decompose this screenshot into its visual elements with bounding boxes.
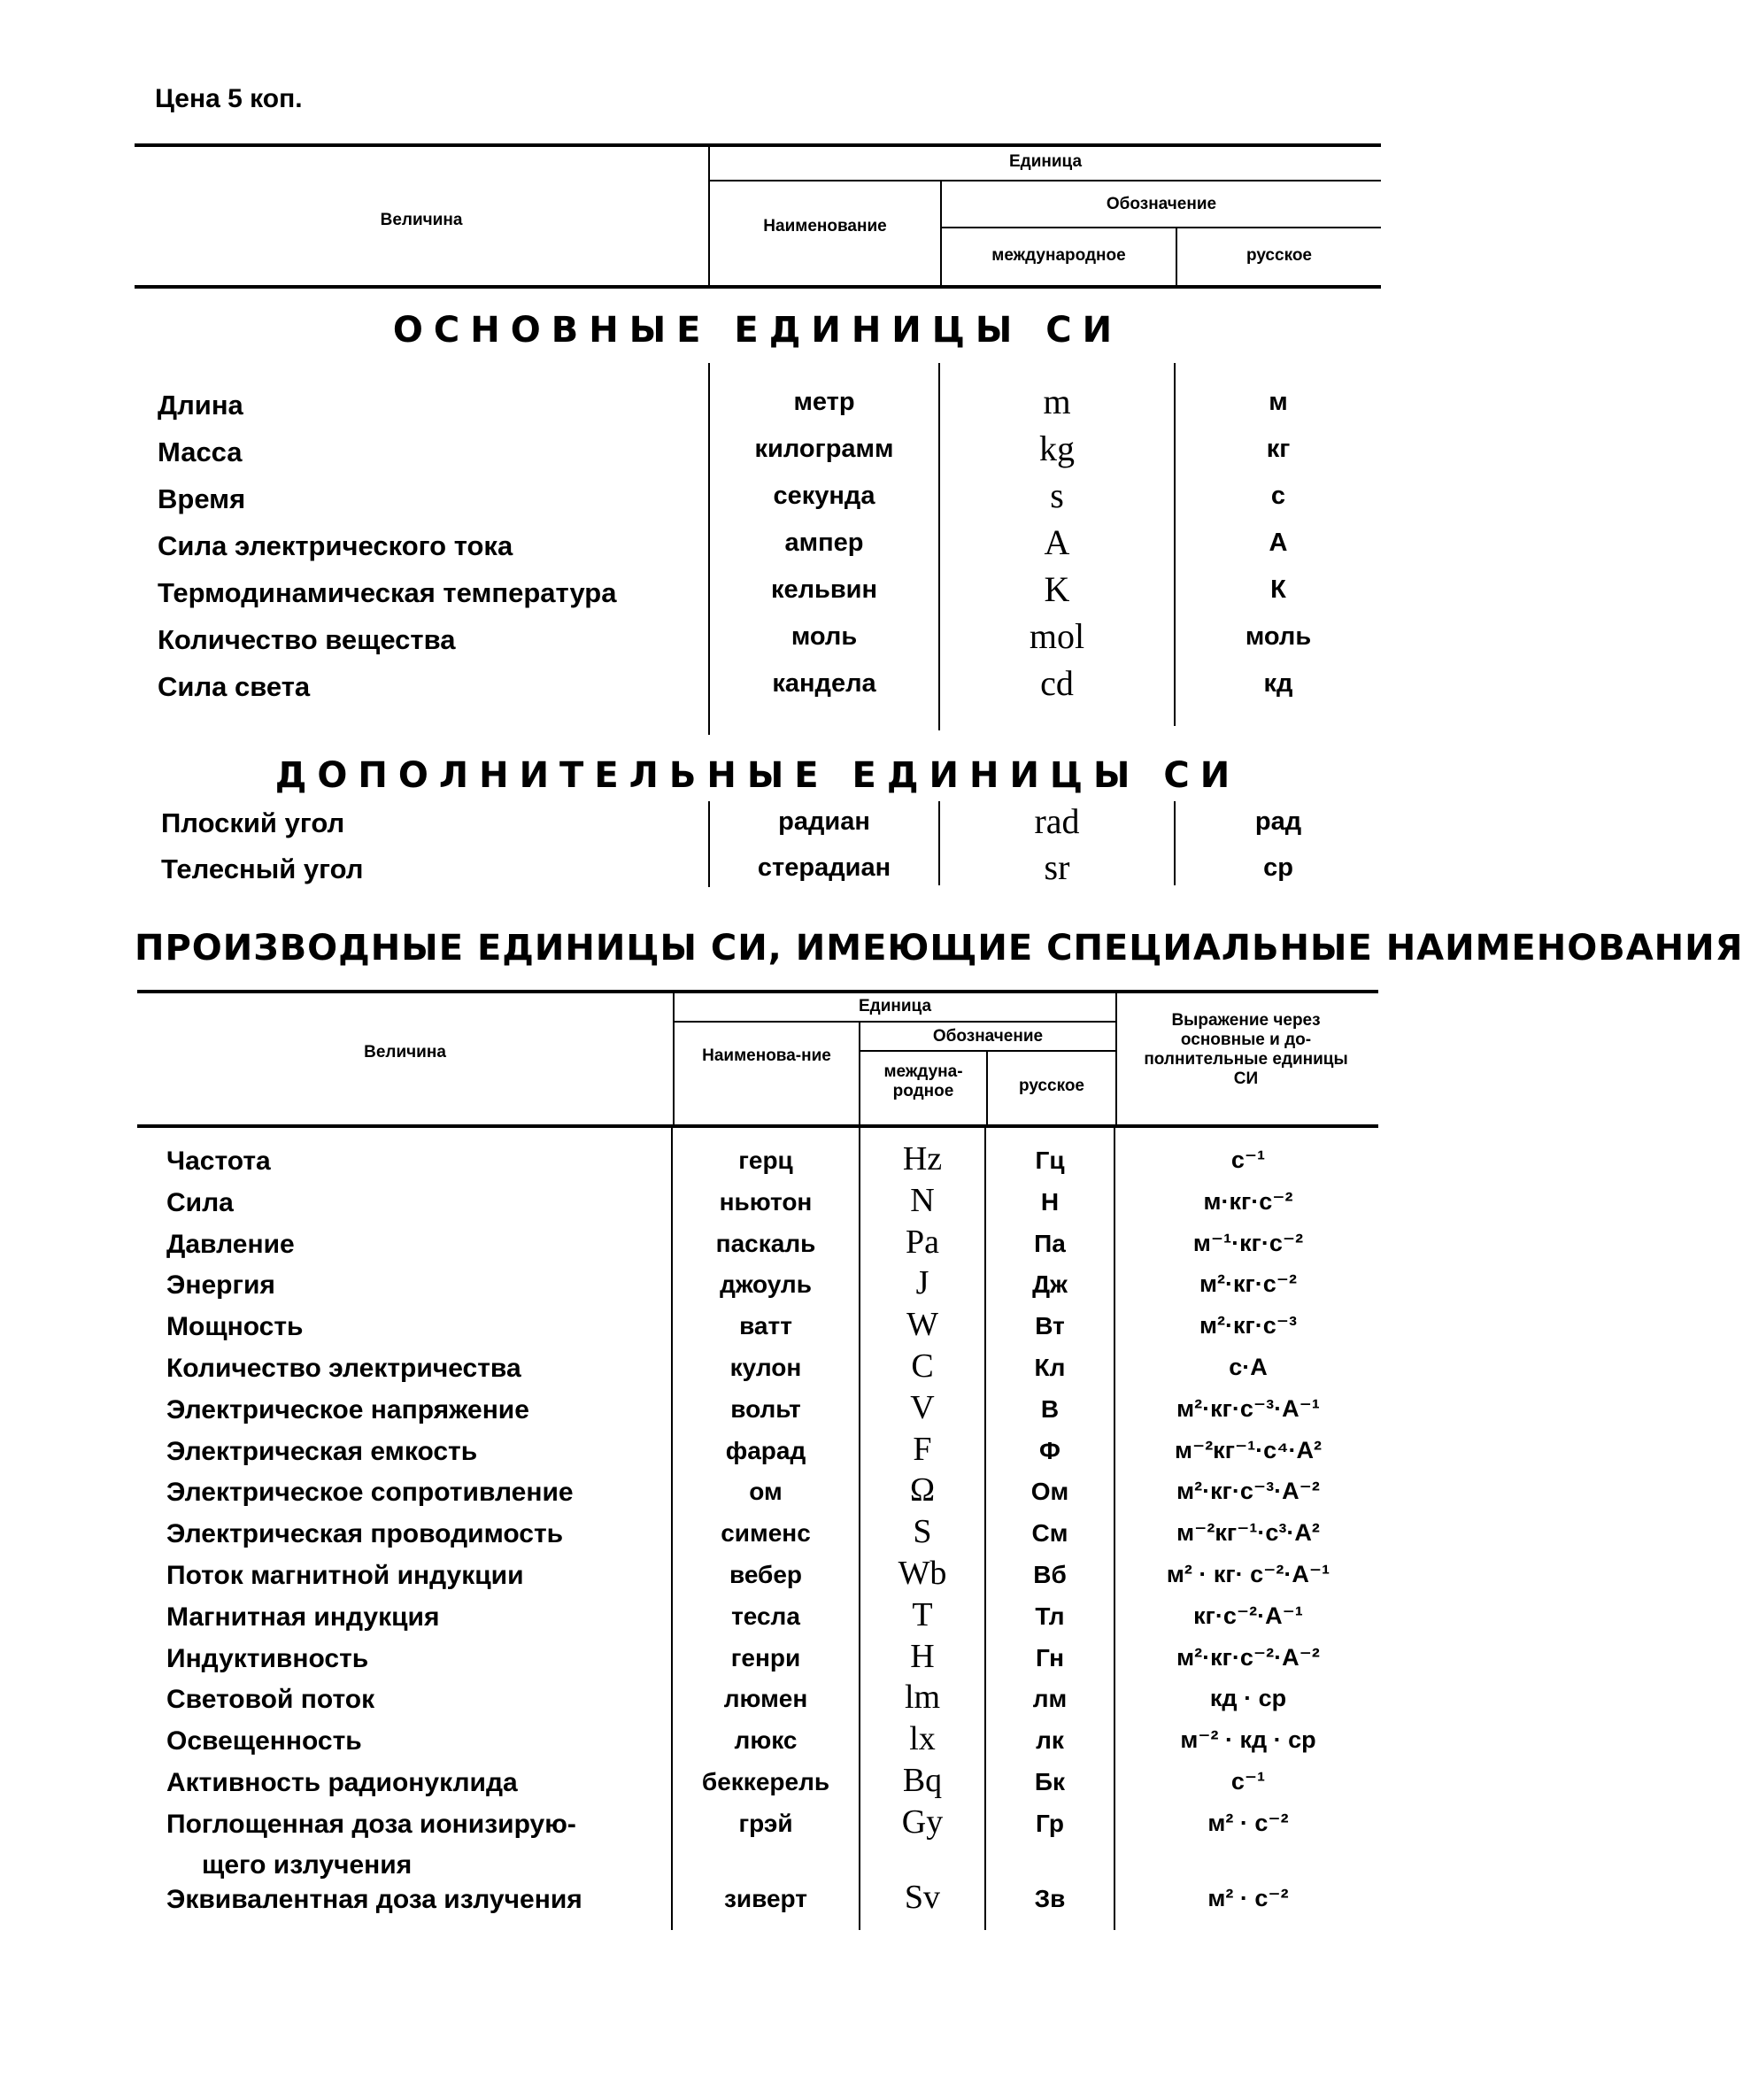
unit-name: ампер xyxy=(784,529,864,557)
unit-symbol-international: V xyxy=(910,1389,935,1426)
expression-in-base-units: с·А xyxy=(1229,1354,1268,1380)
quantity-name: Электрическое сопротивление xyxy=(166,1478,574,1507)
unit-symbol-international: Gy xyxy=(901,1803,944,1841)
unit-symbol-international: kg xyxy=(1039,428,1075,468)
unit-symbol-international: S xyxy=(913,1513,932,1550)
supplementary-units-title: ДОПОЛНИТЕЛЬНЫЕ ЕДИНИЦЫ СИ xyxy=(274,755,1241,796)
header2-international: междуна-родное xyxy=(883,1062,963,1100)
unit-name: вольт xyxy=(730,1395,801,1423)
expression-in-base-units: м² · кг· с⁻²·А⁻¹ xyxy=(1166,1561,1330,1587)
quantity-name: Телесный угол xyxy=(161,853,364,884)
unit-symbol-russian: Ф xyxy=(1039,1437,1060,1464)
unit-symbol-international: rad xyxy=(1034,801,1080,841)
unit-symbol-russian: А xyxy=(1269,529,1288,557)
quantity-name: Поглощенная доза ионизирую- xyxy=(166,1810,576,1839)
header-international: международное xyxy=(991,246,1126,265)
expression-in-base-units: кг·с⁻²·А⁻¹ xyxy=(1193,1602,1303,1629)
unit-symbol-international: cd xyxy=(1040,663,1074,703)
unit-name: джоуль xyxy=(720,1270,812,1298)
expression-in-base-units: м²·кг·с⁻²·А⁻² xyxy=(1176,1644,1320,1671)
unit-name: вебер xyxy=(729,1561,803,1588)
header2-unit: Единица xyxy=(858,997,932,1015)
table2-top-rule xyxy=(137,990,1378,993)
unit-symbol-russian: См xyxy=(1031,1519,1068,1547)
quantity-name: Эквивалентная доза излучения xyxy=(166,1885,582,1914)
unit-symbol-russian: ср xyxy=(1263,853,1293,882)
expression-in-base-units: м²·кг·с⁻³·А⁻¹ xyxy=(1176,1395,1320,1422)
unit-symbol-international: mol xyxy=(1029,616,1085,656)
unit-name: кулон xyxy=(729,1354,802,1381)
unit-symbol-international: s xyxy=(1050,475,1064,515)
unit-symbol-russian: с xyxy=(1270,482,1286,510)
unit-name: секунда xyxy=(773,482,875,510)
unit-symbol-russian: Дж xyxy=(1032,1270,1068,1298)
unit-symbol-international: lm xyxy=(904,1679,941,1716)
unit-symbol-russian: В xyxy=(1040,1395,1060,1423)
header-name: Наименование xyxy=(763,217,887,235)
quantity-name: Электрическая емкость xyxy=(166,1437,478,1466)
expression-in-base-units: кд · ср xyxy=(1209,1685,1287,1711)
unit-symbol-international: F xyxy=(913,1431,932,1468)
quantity-name: Поток магнитной индукции xyxy=(166,1561,524,1590)
header2-russian: русское xyxy=(1018,1077,1084,1095)
expression-in-base-units: м² · с⁻² xyxy=(1207,1885,1289,1911)
derived-units-title: ПРОИЗВОДНЫЕ ЕДИНИЦЫ СИ, ИМЕЮЩИЕ СПЕЦИАЛЬНЫЕ НАИМЕНОВАНИЯ xyxy=(135,928,1743,969)
unit-name: кандела xyxy=(772,669,876,698)
unit-symbol-russian: Зв xyxy=(1034,1885,1066,1912)
expression-in-base-units: м²·кг·с⁻³ xyxy=(1199,1312,1297,1339)
unit-symbol-international: sr xyxy=(1044,847,1070,887)
unit-name: ватт xyxy=(739,1312,792,1340)
unit-name: моль xyxy=(791,622,858,651)
unit-name: радиан xyxy=(778,807,870,836)
unit-symbol-russian: кг xyxy=(1266,435,1291,463)
quantity-name: Количество электричества xyxy=(166,1354,521,1383)
expression-in-base-units: м²·кг·с⁻³·А⁻² xyxy=(1176,1478,1320,1504)
unit-name: паскаль xyxy=(715,1230,816,1257)
unit-symbol-russian: Кл xyxy=(1034,1354,1066,1381)
table1-designation-rule xyxy=(940,227,1381,228)
unit-symbol-russian: К xyxy=(1270,575,1286,604)
unit-symbol-russian: Па xyxy=(1034,1230,1066,1257)
table2-header-bottom-rule xyxy=(137,1124,1378,1128)
header-unit: Единица xyxy=(1008,152,1083,171)
unit-name: ньютон xyxy=(719,1188,813,1216)
unit-symbol-international: Pa xyxy=(906,1224,939,1261)
unit-symbol-international: Sv xyxy=(904,1879,941,1916)
unit-symbol-international: N xyxy=(910,1182,935,1219)
unit-symbol-international: H xyxy=(910,1638,935,1675)
unit-symbol-russian: лк xyxy=(1036,1726,1064,1754)
header2-designation: Обозначение xyxy=(932,1027,1044,1046)
unit-name: ом xyxy=(749,1478,783,1505)
quantity-name: Электрическое напряжение xyxy=(166,1395,529,1424)
expression-in-base-units: м⁻²кг⁻¹·с⁴·А² xyxy=(1174,1437,1323,1463)
table2-unit-rule xyxy=(673,1021,1115,1023)
unit-symbol-international: C xyxy=(911,1347,934,1385)
unit-symbol-international: W xyxy=(906,1306,938,1343)
base-units-title: ОСНОВНЫЕ ЕДИНИЦЫ СИ xyxy=(392,310,1123,351)
quantity-name: Масса xyxy=(158,436,243,467)
header-russian: русское xyxy=(1246,246,1312,265)
unit-symbol-russian: Бк xyxy=(1034,1768,1066,1795)
unit-name: килограмм xyxy=(754,435,894,463)
unit-symbol-international: A xyxy=(1044,522,1070,562)
header2-expression: Выражение через основные и до-полнительные единицы СИ xyxy=(1144,1011,1348,1088)
unit-symbol-russian: рад xyxy=(1254,807,1302,836)
unit-name: метр xyxy=(793,388,855,416)
quantity-name: Активность радионуклида xyxy=(166,1768,518,1797)
unit-symbol-international: Ω xyxy=(909,1471,936,1509)
unit-symbol-russian: Вб xyxy=(1033,1561,1067,1588)
unit-name: кельвин xyxy=(770,575,878,604)
table2-header-divider xyxy=(1115,992,1117,1126)
unit-name: грэй xyxy=(738,1810,793,1837)
quantity-name: Мощность xyxy=(166,1312,304,1341)
unit-symbol-russian: м xyxy=(1269,388,1288,416)
quantity-name: Сила электрического тока xyxy=(158,530,513,561)
expression-in-base-units: м⁻¹·кг·с⁻² xyxy=(1192,1230,1304,1256)
unit-name: генри xyxy=(730,1644,801,1672)
unit-name: беккерель xyxy=(701,1768,830,1795)
price-label: Цена 5 коп. xyxy=(155,84,303,113)
header2-name: Наименова-ние xyxy=(702,1046,831,1065)
unit-name: зиверт xyxy=(724,1885,807,1912)
unit-symbol-international: J xyxy=(915,1264,929,1301)
unit-symbol-russian: Тл xyxy=(1035,1602,1065,1630)
unit-symbol-russian: Гц xyxy=(1035,1147,1065,1174)
quantity-name: Длина xyxy=(158,390,243,421)
quantity-name: Давление xyxy=(166,1230,295,1259)
quantity-name: Энергия xyxy=(166,1270,275,1300)
quantity-name: Сила xyxy=(166,1188,234,1217)
expression-in-base-units: м⁻² · кд · ср xyxy=(1180,1726,1316,1753)
header-designation: Обозначение xyxy=(1106,195,1217,213)
header-quantity: Величина xyxy=(380,211,463,229)
table1-header-bottom-rule xyxy=(135,285,1381,289)
quantity-name: Электрическая проводимость xyxy=(166,1519,564,1548)
unit-symbol-russian: Вт xyxy=(1035,1312,1065,1340)
quantity-name: Индуктивность xyxy=(166,1644,369,1673)
header2-quantity: Величина xyxy=(364,1043,446,1062)
unit-symbol-russian: Гн xyxy=(1035,1644,1065,1672)
quantity-name: Плоский угол xyxy=(161,807,345,838)
quantity-name: Частота xyxy=(166,1147,271,1176)
quantity-name: Световой поток xyxy=(166,1685,375,1714)
expression-in-base-units: м⁻²кг⁻¹·с³·А² xyxy=(1176,1519,1320,1546)
unit-symbol-international: lx xyxy=(909,1720,936,1757)
quantity-name: Термодинамическая температура xyxy=(158,577,617,608)
unit-symbol-international: Bq xyxy=(902,1762,943,1799)
expression-in-base-units: м²·кг·с⁻² xyxy=(1199,1270,1297,1297)
unit-symbol-international: m xyxy=(1043,382,1071,421)
unit-name: стерадиан xyxy=(757,853,891,882)
unit-name: фарад xyxy=(725,1437,806,1464)
quantity-name: Количество вещества xyxy=(158,624,456,655)
unit-symbol-russian: Н xyxy=(1040,1188,1060,1216)
expression-in-base-units: с⁻¹ xyxy=(1230,1147,1266,1173)
unit-name: люмен xyxy=(723,1685,808,1712)
unit-name: люкс xyxy=(734,1726,798,1754)
quantity-name: Сила света xyxy=(158,671,311,702)
quantity-name-continuation: щего излучения xyxy=(202,1850,413,1880)
expression-in-base-units: с⁻¹ xyxy=(1230,1768,1266,1795)
unit-symbol-international: Wb xyxy=(898,1555,947,1592)
expression-in-base-units: м² · с⁻² xyxy=(1207,1810,1289,1836)
unit-symbol-russian: Гр xyxy=(1036,1810,1064,1837)
quantity-name: Магнитная индукция xyxy=(166,1602,440,1632)
table1-top-rule xyxy=(135,143,1381,147)
unit-symbol-international: T xyxy=(912,1596,933,1633)
unit-symbol-international: Hz xyxy=(902,1140,943,1177)
quantity-name: Время xyxy=(158,483,246,514)
expression-in-base-units: м·кг·с⁻² xyxy=(1203,1188,1293,1215)
unit-symbol-russian: моль xyxy=(1245,622,1312,651)
quantity-name: Освещенность xyxy=(166,1726,362,1756)
unit-symbol-international: K xyxy=(1044,569,1070,609)
unit-symbol-russian: лм xyxy=(1032,1685,1068,1712)
unit-name: герц xyxy=(738,1147,793,1174)
unit-name: тесла xyxy=(731,1602,800,1630)
unit-name: сименс xyxy=(721,1519,811,1547)
unit-symbol-russian: кд xyxy=(1263,669,1293,698)
table1-unit-rule xyxy=(708,180,1381,181)
unit-symbol-russian: Ом xyxy=(1030,1478,1069,1505)
